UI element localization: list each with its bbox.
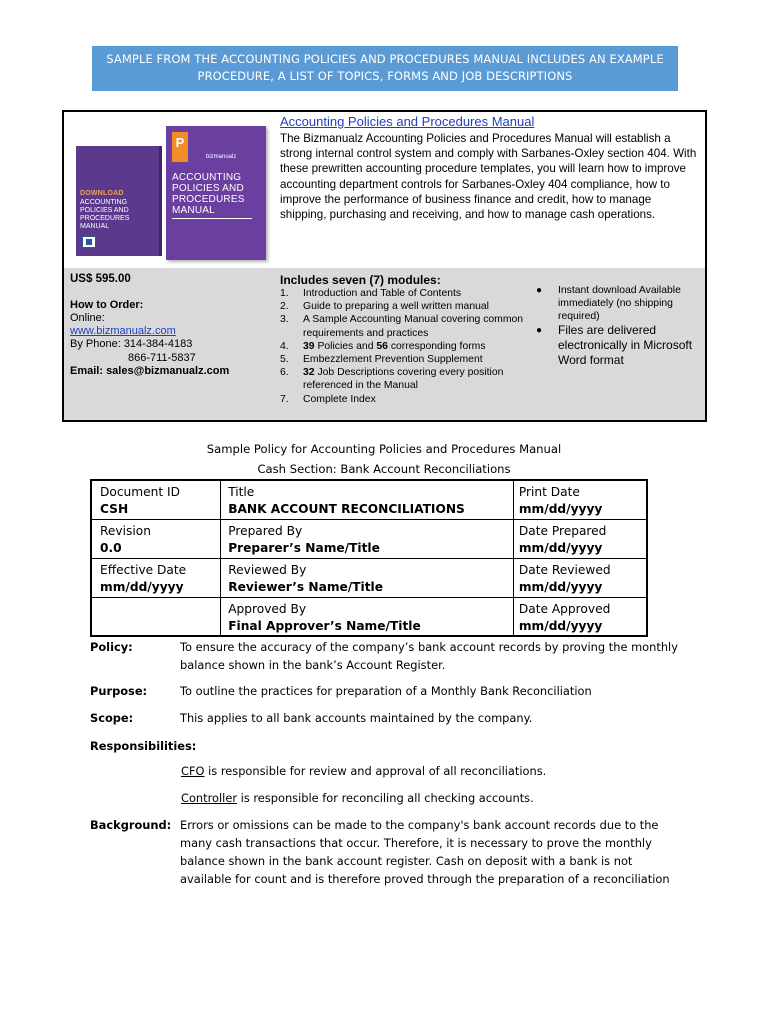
feature-item: ● Instant download Available immediately (no shipping required) <box>536 285 681 322</box>
policy-text: To ensure the accuracy of the company’s bank account records by proving the monthly balance shown in the bank’s Account Register. <box>180 640 678 672</box>
table-cell: Prepared By Preparer’s Name/Title <box>221 519 514 558</box>
product-divider <box>172 218 252 219</box>
scope-label: Scope: <box>90 711 134 725</box>
ad-bottom-section <box>64 268 705 420</box>
cfo-text: is responsible for review and approval of all reconciliations. <box>204 764 547 778</box>
online-label: Online: <box>70 312 105 324</box>
background-text: Errors or omissions can be made to the company's bank account records due to the many cash transactions that occur. Therefore, it is necessary to prove the monthly balance shown in the bank account register. Cash on deposit with a bank is not available for count and is therefore proved through the preparation of a reconciliation <box>180 818 670 886</box>
features-list <box>534 284 706 368</box>
table-cell: Document ID CSH <box>91 480 221 519</box>
background-label: Background: <box>90 818 172 832</box>
product-logo: bizmanualz <box>206 154 237 160</box>
responsibility-controller <box>181 789 681 809</box>
modules-list <box>280 287 530 406</box>
cfo-role: CFO <box>181 764 205 778</box>
product-ad-box <box>62 110 707 422</box>
module-item: 2. Guide to preparing a well written manual <box>280 301 489 313</box>
table-row <box>91 558 647 597</box>
phone-line-2: 866-711-5837 <box>128 351 196 364</box>
product-download-label: DOWNLOAD <box>80 190 124 197</box>
table-cell: Revision 0.0 <box>91 519 221 558</box>
document-control-table <box>90 479 648 637</box>
banner-line-1: SAMPLE FROM THE ACCOUNTING POLICIES AND PROCEDURES MANUAL INCLUDES AN EXAMPLE <box>106 52 664 66</box>
table-cell: Date Approved mm/dd/yyyy <box>513 597 647 636</box>
product-box-back-image <box>76 146 162 256</box>
phone-line-1: By Phone: 314-384-4183 <box>70 338 193 351</box>
module-item: 6. 32 Job Descriptions covering every position referenced in the Manual <box>280 367 504 392</box>
word-icon <box>82 236 96 248</box>
controller-role: Controller <box>181 791 238 805</box>
table-cell: Print Date mm/dd/yyyy <box>513 480 647 519</box>
sample-title-line-2: Cash Section: Bank Account Reconciliations <box>257 461 511 476</box>
responsibilities-section <box>90 737 680 757</box>
price: US$ 595.00 <box>70 273 131 285</box>
bullet-icon: ● <box>536 325 543 336</box>
ad-top-section <box>64 112 705 268</box>
module-item: 5. Embezzlement Prevention Supplement <box>280 354 483 366</box>
email-line: Email: sales@bizmanualz.com <box>70 364 230 377</box>
feature-item: ● Files are delivered electronically in Microsoft Word format <box>536 323 693 367</box>
product-badge: P <box>172 132 188 162</box>
bullet-icon: ● <box>536 285 543 296</box>
order-info <box>70 312 229 378</box>
how-to-order-heading: How to Order: <box>70 299 144 311</box>
controller-text: is responsible for reconciling all checking accounts. <box>237 791 534 805</box>
product-box-front-image <box>166 126 266 260</box>
product-front-title: ACCOUNTING POLICIES AND PROCEDURES MANUAL <box>172 172 245 216</box>
responsibility-cfo <box>181 762 681 782</box>
banner-line-2: PROCEDURE, A LIST OF TOPICS, FORMS AND JOB DESCRIPTIONS <box>197 69 573 83</box>
website-link[interactable]: www.bizmanualz.com <box>70 325 176 338</box>
purpose-label: Purpose: <box>90 684 148 698</box>
background-section <box>90 816 680 892</box>
table-cell: Title BANK ACCOUNT RECONCILIATIONS <box>221 480 514 519</box>
module-item: 4. 39 Policies and 56 corresponding forms <box>280 340 486 352</box>
product-back-title: ACCOUNTING POLICIES AND PROCEDURES MANUAL <box>80 199 130 230</box>
table-cell <box>91 597 221 636</box>
table-cell: Date Prepared mm/dd/yyyy <box>513 519 647 558</box>
module-item: 7. Complete Index <box>280 393 376 405</box>
table-cell: Approved By Final Approver’s Name/Title <box>221 597 514 636</box>
purpose-section <box>90 682 680 702</box>
table-cell: Date Reviewed mm/dd/yyyy <box>513 558 647 597</box>
table-row <box>91 519 647 558</box>
policy-label: Policy: <box>90 640 133 654</box>
table-row <box>91 597 647 636</box>
modules-heading: Includes seven (7) modules: <box>280 273 441 287</box>
responsibilities-label: Responsibilities: <box>90 739 197 753</box>
table-cell: Effective Date mm/dd/yyyy <box>91 558 221 597</box>
table-cell: Reviewed By Reviewer’s Name/Title <box>221 558 514 597</box>
scope-section <box>90 709 680 729</box>
sample-title-line-1: Sample Policy for Accounting Policies and Procedures Manual <box>206 442 562 456</box>
product-description: The Bizmanualz Accounting Policies and Procedures Manual will establish a strong internal control system and comply with Sarbanes-Oxley section 404. With these prewritten accounting procedure templates, you will learn how to improve accounting department controls for Sarbanes-Oxley 404 compliance, how to improve the performance of business finance and credit, how to manage shipping, purchasing and receiving, and how to manage cash operations. <box>280 132 697 222</box>
product-title-link[interactable]: Accounting Policies and Procedures Manual <box>280 114 535 129</box>
top-banner <box>92 46 678 91</box>
module-item: 3. A Sample Accounting Manual covering common requirements and practices <box>280 314 524 339</box>
policy-section <box>90 638 680 676</box>
purpose-text: To outline the practices for preparation of a Monthly Bank Reconciliation <box>180 684 592 698</box>
sample-heading <box>0 440 768 479</box>
module-item: 1. Introduction and Table of Contents <box>280 288 462 299</box>
table-row <box>91 480 647 519</box>
scope-text: This applies to all bank accounts maintained by the company. <box>180 711 533 725</box>
